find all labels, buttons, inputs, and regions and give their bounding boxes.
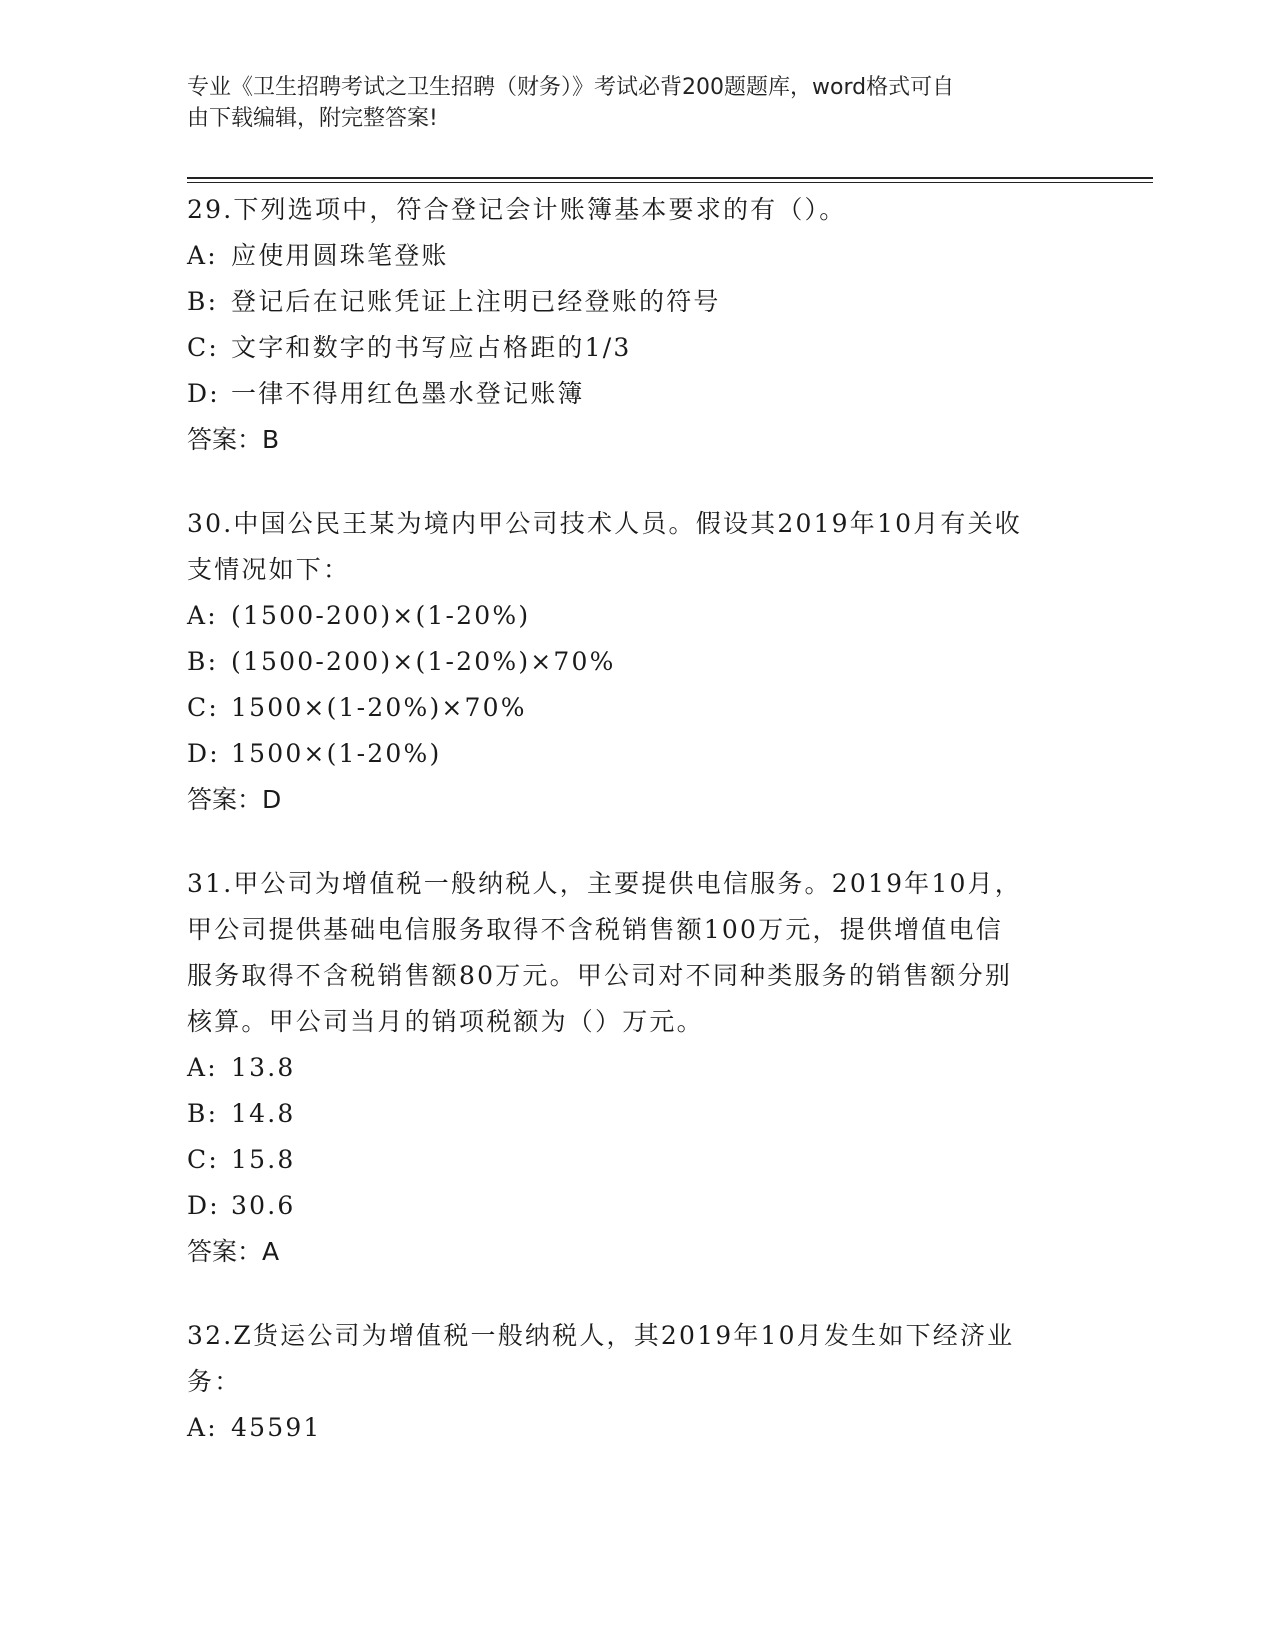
question-stem: 31.甲公司为增值税一般纳税人，主要提供电信服务。2019年10月， [187,869,1022,898]
option-key: B: [187,287,219,316]
question-stem: 核算。甲公司当月的销项税额为（）万元。 [187,1007,704,1036]
option-text: 15.8 [231,1145,296,1174]
option-text: (1500-200)×(1-20%) [231,601,531,630]
option-text: 登记后在记账凭证上注明已经登账的符号 [231,287,721,316]
option-text: 文字和数字的书写应占格距的1/3 [231,333,632,362]
option-b [187,639,1087,685]
header-line-2: 由下载编辑，附完整答案! [187,106,438,131]
option-key: A: [187,1053,218,1082]
question-stem: 32.Z货运公司为增值税一般纳税人，其2019年10月发生如下经济业 [187,1321,1015,1350]
option-a [187,1405,1087,1451]
option-key: D: [187,1191,220,1220]
option-key: D: [187,739,220,768]
option-b [187,279,1087,325]
option-text: 14.8 [231,1099,296,1128]
answer: 答案：B [187,425,280,454]
option-text: (1500-200)×(1-20%)×70% [231,647,616,676]
question-30 [187,501,1087,823]
answer: 答案：A [187,1237,280,1266]
option-text: 1500×(1-20%) [231,739,442,768]
header-divider-thick [187,177,1153,179]
option-b [187,1091,1087,1137]
option-text: 13.8 [231,1053,296,1082]
option-key: C: [187,1145,219,1174]
option-a [187,593,1087,639]
option-text: 一律不得用红色墨水登记账簿 [231,379,585,408]
question-stem: 30.中国公民王某为境内甲公司技术人员。假设其2019年10月有关收 [187,509,1022,538]
option-key: B: [187,647,219,676]
option-d [187,1183,1087,1229]
option-a [187,1045,1087,1091]
option-d [187,731,1087,777]
option-key: A: [187,241,218,270]
document-header [187,72,1067,134]
answer: 答案：D [187,785,282,814]
option-c [187,325,1087,371]
question-stem: 甲公司提供基础电信服务取得不含税销售额100万元，提供增值电信 [187,915,1003,944]
header-line-1: 专业《卫生招聘考试之卫生招聘（财务）》考试必背200题题库，word格式可自 [187,75,955,100]
option-text: 30.6 [231,1191,296,1220]
option-key: B: [187,1099,219,1128]
option-key: A: [187,1413,218,1442]
header-divider-thin [187,182,1153,183]
option-text: 45591 [231,1413,322,1442]
question-29 [187,187,1087,463]
option-text: 应使用圆珠笔登账 [231,241,449,270]
option-key: D: [187,379,220,408]
question-stem: 服务取得不含税销售额80万元。甲公司对不同种类服务的销售额分别 [187,961,1013,990]
option-key: C: [187,693,219,722]
question-32 [187,1313,1087,1451]
option-d [187,371,1087,417]
option-key: A: [187,601,218,630]
option-text: 1500×(1-20%)×70% [231,693,527,722]
option-key: C: [187,333,219,362]
option-a [187,233,1087,279]
question-stem: 29.下列选项中，符合登记会计账簿基本要求的有（）。 [187,195,847,224]
question-list [187,187,1087,1489]
question-stem: 务： [187,1367,242,1396]
option-c [187,1137,1087,1183]
question-stem: 支情况如下： [187,555,351,584]
option-c [187,685,1087,731]
question-31 [187,861,1087,1275]
